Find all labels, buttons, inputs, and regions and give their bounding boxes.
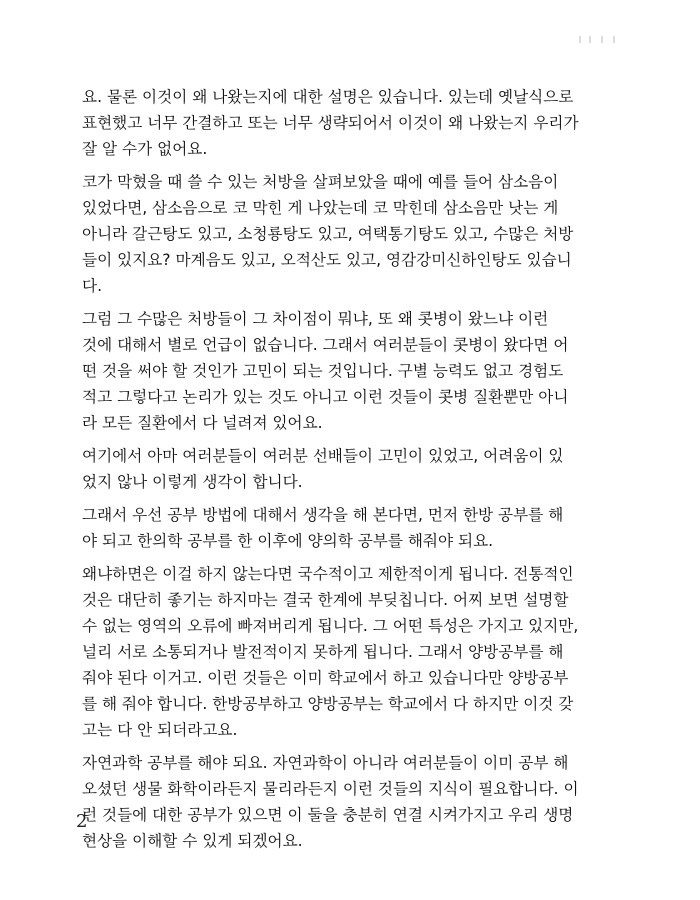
text-line: 줘야 된다 이거고. 이런 것들은 이미 학교에서 하고 있습니다만 양방공부 [82, 669, 569, 687]
text-line: 여기에서 아마 여러분들이 여러분 선배들이 고민이 있었고, 어려움이 있 [82, 447, 564, 465]
text-line: 것에 대해서 별로 언급이 없습니다. 그래서 여러분들이 콧병이 왔다면 어 [82, 336, 569, 354]
text-line: 있었다면, 삼소음으로 코 막힌 게 나았는데 코 막힌데 삼소음만 낫는 게 [82, 199, 559, 217]
paragraph-6 [82, 561, 622, 743]
text-line: 그래서 우선 공부 방법에 대해서 생각을 해 본다면, 먼저 한방 공부를 해 [82, 506, 564, 524]
text-line: 그럼 그 수많은 처방들이 그 차이점이 뭐냐, 또 왜 콧병이 왔느냐 이런 [82, 310, 549, 328]
text-line: 다. [82, 277, 103, 295]
text-line: 오셨던 생물 화학이라든지 물리라든지 이런 것들의 지식이 필요합니다. 이 [82, 780, 579, 798]
paragraph-2 [82, 169, 622, 299]
body-text [82, 84, 622, 861]
text-line: 들이 있지요? 마계음도 있고, 오적산도 있고, 영감강미신하인탕도 있습니 [82, 251, 572, 269]
paragraph-7 [82, 750, 622, 854]
paragraph-1 [82, 84, 622, 162]
text-line: 를 해 줘야 합니다. 한방공부하고 양방공부는 학교에서 다 하지만 이것 갖 [82, 695, 574, 713]
text-line: 수 없는 영역의 오류에 빠져버리게 됩니다. 그 어떤 특성은 가지고 있지만, [82, 617, 579, 635]
text-line: 었지 않나 이렇게 생각이 합니다. [82, 473, 303, 491]
text-line: 코가 막혔을 때 쓸 수 있는 처방을 살펴보았을 때에 예를 들어 삼소음이 [82, 173, 559, 191]
text-line: 널리 서로 소통되거나 발전적이지 못하게 됩니다. 그래서 양방공부를 해 [82, 643, 564, 661]
text-line: 요. 물론 이것이 왜 나왔는지에 대한 설명은 있습니다. 있는데 옛날식으로 [82, 88, 574, 106]
text-line: 적고 그렇다고 논리가 있는 것도 아니고 이런 것들이 콧병 질환뿐만 아니 [82, 388, 569, 406]
text-line: 현상을 이해할 수 있게 되겠어요. [82, 832, 303, 850]
text-line: 것은 대단히 좋기는 하지마는 결국 한계에 부딪칩니다. 어찌 보면 설명할 [82, 591, 569, 609]
text-line: 고는 다 안 되더라고요. [82, 721, 238, 739]
text-line: 라 모든 질환에서 다 널려져 있어요. [82, 414, 323, 432]
paragraph-4 [82, 443, 622, 495]
text-line: 런 것들에 대한 공부가 있으면 이 둘을 충분히 연결 시켜가지고 우리 생명 [82, 806, 574, 824]
text-line: 왜냐하면은 이걸 하지 않는다면 국수적이고 제한적이게 됩니다. 전통적인 [82, 565, 574, 583]
page-number: 2 [76, 811, 88, 832]
text-line: 아니라 갈근탕도 있고, 소청룡탕도 있고, 여택통기탕도 있고, 수많은 처방 [82, 225, 574, 243]
text-line: 잘 알 수가 없어요. [82, 140, 208, 158]
paragraph-3 [82, 306, 622, 436]
paragraph-5 [82, 502, 622, 554]
text-line: 야 되고 한의학 공부를 한 이후에 양의학 공부를 해줘야 되요. [82, 532, 494, 550]
scan-artifact [573, 36, 629, 43]
text-line: 표현했고 너무 간결하고 또는 너무 생략되어서 이것이 왜 나왔는지 우리가 [82, 114, 579, 132]
text-line: 떤 것을 써야 할 것인가 고민이 되는 것입니다. 구별 능력도 없고 경험도 [82, 362, 564, 380]
text-line: 자연과학 공부를 해야 되요. 자연과학이 아니라 여러분들이 이미 공부 해 [82, 754, 569, 772]
